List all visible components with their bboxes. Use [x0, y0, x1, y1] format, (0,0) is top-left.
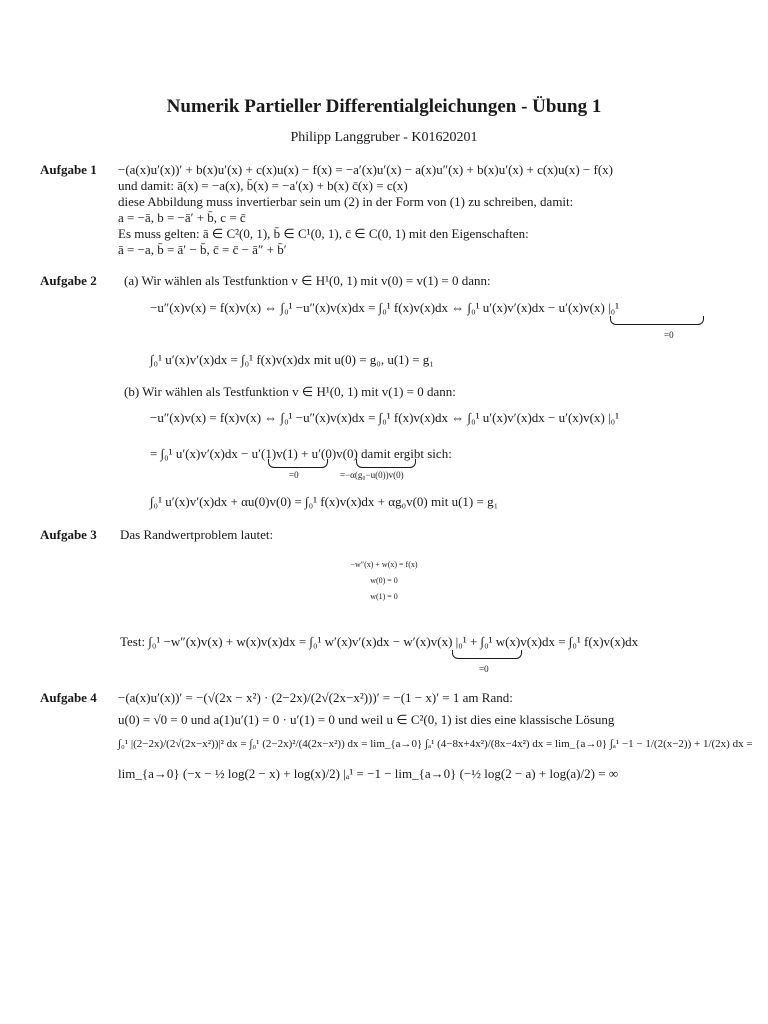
- exercise-1-line: a = −ā, b = −ā′ + b̄, c = c̄: [118, 210, 246, 225]
- exercise-1-label: Aufgabe 1: [40, 162, 97, 177]
- exercise-3-label: Aufgabe 3: [40, 527, 97, 542]
- boundary-equation: −w″(x) + w(x) = f(x): [350, 560, 418, 569]
- exercise-4-line: −(a(x)u′(x))′ = −(√(2x − x²) · (2−2x)/(2√(2x−x²)))′ = −(1 − x)′ = 1 am Rand:: [118, 690, 513, 705]
- exercise-2b-equation: −u″(x)v(x) = f(x)v(x) ⇔ ∫₀¹ −u″(x)v(x)dx = ∫₀¹ f(x)v(x)dx ⇔ ∫₀¹ u′(x)v′(x)dx − u′(x)v(x) |₀¹: [150, 410, 620, 425]
- exercise-1-line: −(a(x)u′(x))′ + b(x)u′(x) + c(x)u(x) − f(x) = −a′(x)u′(x) − a(x)u″(x) + b(x)u′(x) + c(x)u(x) − f(x): [118, 162, 613, 177]
- exercise-2a-result: ∫₀¹ u′(x)v′(x)dx = ∫₀¹ f(x)v(x)dx mit u(0) = g₀, u(1) = g₁: [150, 352, 434, 367]
- underbrace-note: =0: [289, 470, 299, 480]
- exercise-3-intro: Das Randwertproblem lautet:: [120, 527, 274, 542]
- exercise-2a-equation: −u″(x)v(x) = f(x)v(x) ⇔ ∫₀¹ −u″(x)v(x)dx = ∫₀¹ f(x)v(x)dx ⇔ ∫₀¹ u′(x)v′(x)dx − u′(x)v(x) |₀¹: [150, 300, 620, 315]
- exercise-4-label: Aufgabe 4: [40, 690, 97, 705]
- boundary-equation: w(0) = 0: [370, 576, 398, 585]
- exercise-1-line: diese Abbildung muss invertierbar sein um (2) in der Form von (1) zu schreiben, damit:: [118, 194, 574, 209]
- underbrace-note: =0: [664, 330, 674, 340]
- underbrace-note: =0: [479, 664, 489, 674]
- boundary-equation: w(1) = 0: [370, 592, 398, 601]
- page-title: Numerik Partieller Differentialgleichungen - Übung 1: [166, 96, 602, 117]
- exercise-1-line: und damit: ā(x) = −a(x), b̄(x) = −a′(x) + b(x) c̄(x) = c(x): [118, 178, 408, 193]
- exercise-3-test: Test: ∫₀¹ −w″(x)v(x) + w(x)v(x)dx = ∫₀¹ w′(x)v′(x)dx − w′(x)v(x) |₀¹ + ∫₀¹ w(x)v(x)dx = ∫₀¹ f(x)v(x)dx: [120, 634, 639, 649]
- exercise-2b-result: ∫₀¹ u′(x)v′(x)dx + αu(0)v(0) = ∫₀¹ f(x)v(x)dx + αg₀v(0) mit u(1) = g₁: [150, 494, 499, 509]
- exercise-2a-heading: (a) Wir wählen als Testfunktion v ∈ H¹(0, 1) mit v(0) = v(1) = 0 dann:: [124, 273, 491, 288]
- exercise-1-line: ā = −a, b̄ = ā′ − b̄, c̄ = c̄ − ā″ + b̄′: [118, 242, 287, 257]
- exercise-2-label: Aufgabe 2: [40, 273, 97, 288]
- exercise-4-line: u(0) = √0 = 0 und a(1)u′(1) = 0 · u′(1) = 0 und weil u ∈ C²(0, 1) ist dies eine klassische Lösung: [118, 712, 615, 727]
- exercise-2b-equation-2: = ∫₀¹ u′(x)v′(x)dx − u′(1)v(1) + u′(0)v(0) damit ergibt sich:: [150, 446, 452, 461]
- underbrace: [268, 459, 328, 468]
- exercise-4-line: lim_{a→0} (−x − ½ log(2 − x) + log(x)/2) |ₐ¹ = −1 − lim_{a→0} (−½ log(2 − a) + log(a)/2) = ∞: [118, 766, 619, 781]
- author-line: Philipp Langgruber - K01620201: [290, 130, 478, 145]
- exercise-4-line: ∫₀¹ |(2−2x)/(2√(2x−x²))|² dx = ∫₀¹ (2−2x)²/(4(2x−x²)) dx = lim_{a→0} ∫ₐ¹ (4−8x+4x²)/(8x−4x²) dx = lim_{a→0} ∫ₐ¹ −1 − 1/(2(x−2)) + 1/(2x) dx =: [118, 738, 753, 750]
- underbrace: [356, 459, 416, 468]
- underbrace: [610, 316, 704, 325]
- underbrace-note: =−α(g₀−u(0))v(0): [340, 470, 404, 480]
- underbrace: [452, 650, 522, 659]
- exercise-2b-heading: (b) Wir wählen als Testfunktion v ∈ H¹(0, 1) mit v(1) = 0 dann:: [124, 384, 456, 399]
- exercise-1-line: Es muss gelten: ā ∈ C²(0, 1), b̄ ∈ C¹(0, 1), c̄ ∈ C(0, 1) mit den Eigenschaften:: [118, 226, 529, 241]
